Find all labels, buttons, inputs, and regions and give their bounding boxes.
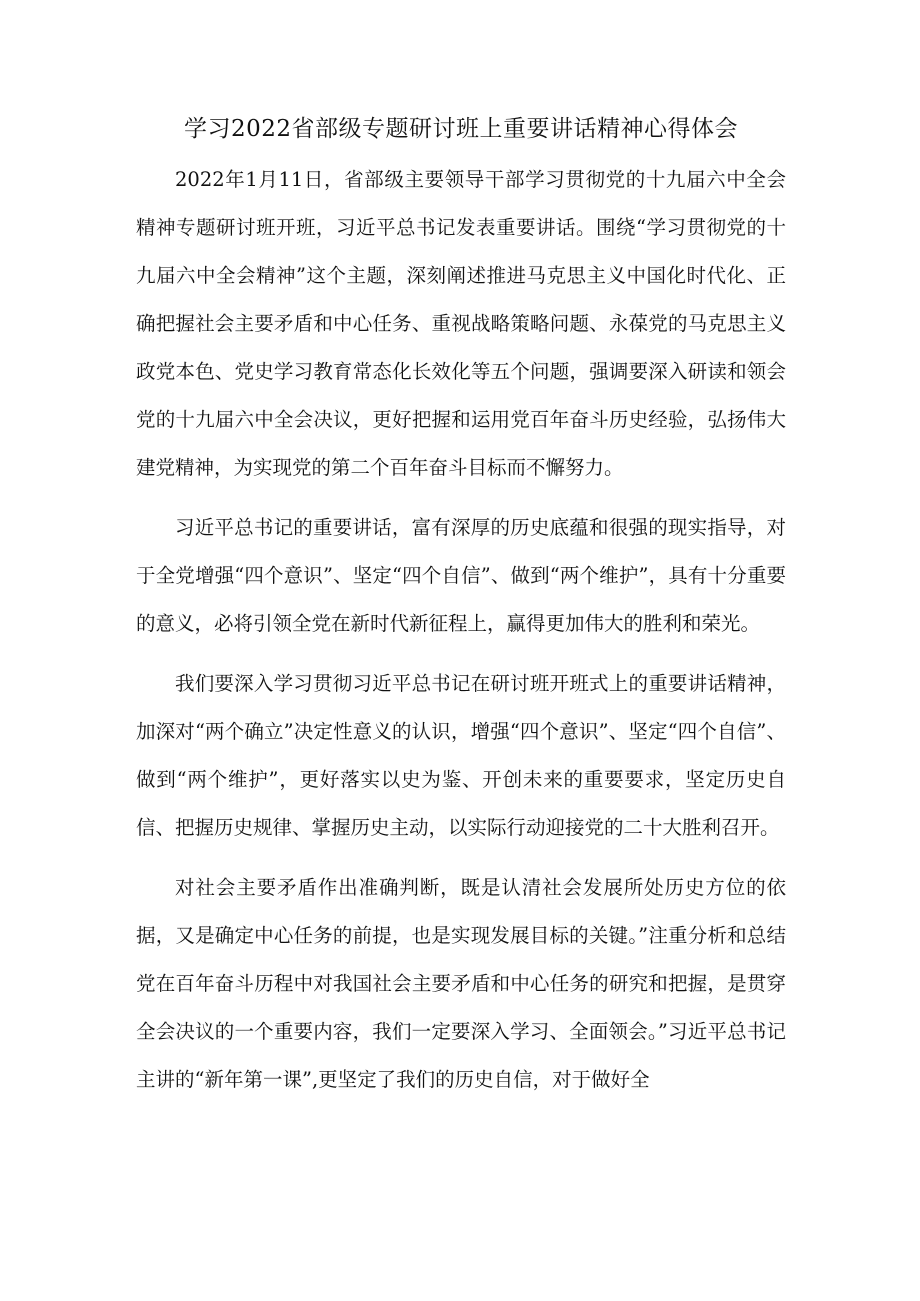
paragraph-4: 对社会主要矛盾作出准确判断，既是认清社会发展所处历史方位的依据，又是确定中心任务的前提，也是实现发展目标的关键。”注重分析和总结党在百年奋斗历程中对我国社会主要矛盾和中心任务的研究和把握，是贯穿全会决议的一个重要内容，我们一定要深入学习、全面领会。”习近平总书记主讲的“新年第一课”,更坚定了我们的历史自信，对于做好全: [136, 876, 786, 1091]
paragraph-1: 2022年1月11日，省部级主要领导干部学习贯彻党的十九届六中全会精神专题研讨班开班，习近平总书记发表重要讲话。围绕“学习贯彻党的十九届六中全会精神”这个主题，深刻阐述推进马克思主义中国化时代化、正确把握社会主要矛盾和中心任务、重视战略策略问题、永葆党的马克思主义政党本色、党史学习教育常态化长效化等五个问题，强调要深入研读和领会党的十九届六中全会决议，更好把握和运用党百年奋斗历史经验，弘扬伟大建党精神，为实现党的第二个百年奋斗目标而不懈努力。: [136, 168, 786, 479]
paragraph-3: 我们要深入学习贯彻习近平总书记在研讨班开班式上的重要讲话精神，加深对“两个确立”决定性意义的认识，增强“四个意识”、坚定“四个自信”、做到“两个维护”，更好落实以史为鉴、开创未来的重要要求，坚定历史自信、把握历史规律、掌握历史主动，以实际行动迎接党的二十大胜利召开。: [136, 672, 786, 839]
paragraph-2: 习近平总书记的重要讲话，富有深厚的历史底蕴和很强的现实指导，对于全党增强“四个意识”、坚定“四个自信”、做到“两个维护”，具有十分重要的意义，必将引领全党在新时代新征程上，赢得更加伟大的胜利和荣光。: [136, 516, 786, 635]
document-page: [136, 112, 786, 1116]
document-title: 学习2022省部级专题研讨班上重要讲话精神心得体会: [183, 116, 739, 142]
